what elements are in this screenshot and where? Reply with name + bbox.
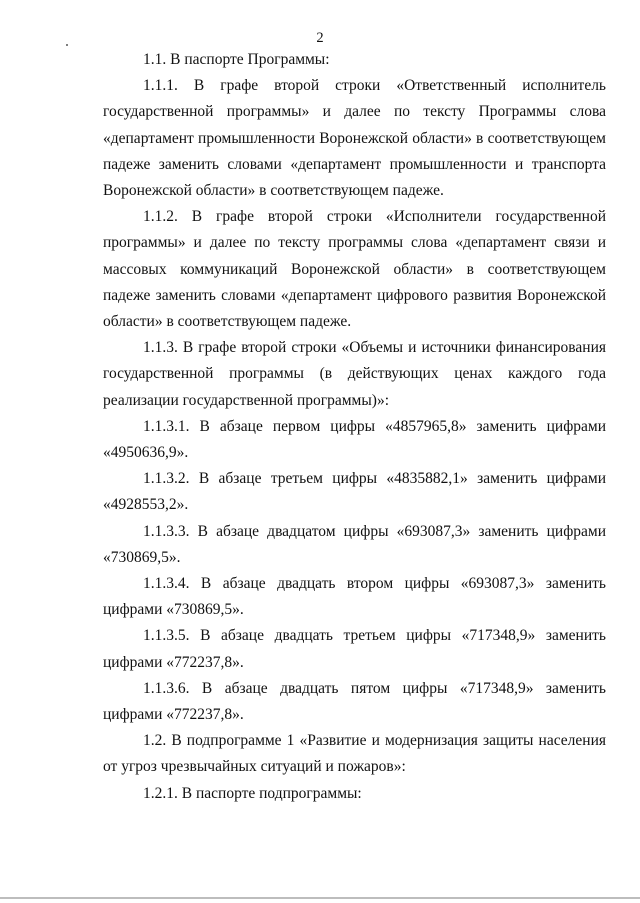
paragraph-1-2-1: 1.2.1. В паспорте подпрограммы: [143, 784, 362, 802]
paragraph-1-1: 1.1. В паспорте Программы: [143, 51, 330, 68]
paragraph-1-1-2: 1.1.2. В графе второй строки «Исполнители государственной программы» и далее по тексту программы слова «департамент связи и массовых коммуникаций Воронежской области» в соответствующем падеже заменить словами «департамент цифрового развития Воронежской области» в соответствующем падеже. [103, 208, 606, 331]
paragraph-1-1-3-5: 1.1.3.5. В абзаце двадцать третьем цифры «717348,9» заменить цифрами «772237,8». [103, 627, 606, 671]
paragraph-1-1-3: 1.1.3. В графе второй строки «Объемы и источники финансирования государственной программы (в действующих ценах каждого года реализации государственной программы)»: [103, 339, 606, 409]
paragraph-1-2: 1.2. В подпрограмме 1 «Развитие и модернизация защиты населения от угроз чрезвычайных ситуаций и пожаров»: [103, 732, 606, 776]
paragraph-1-1-3-6: 1.1.3.6. В абзаце двадцать пятом цифры «717348,9» заменить цифрами «772237,8». [103, 679, 606, 724]
paragraph-1-1-3-1: 1.1.3.1. В абзаце первом цифры «4857965,8» заменить цифрами «4950636,9». [103, 417, 606, 462]
page-number: 2 [316, 30, 324, 46]
scan-speck [66, 44, 68, 46]
paragraph-1-1-3-2: 1.1.3.2. В абзаце третьем цифры «4835882,1» заменить цифрами «4928553,2». [103, 470, 606, 514]
paragraph-1-1-1: 1.1.1. В графе второй строки «Ответственный исполнитель государственной программы» и далее по тексту Программы слова «департамент промышленности Воронежской области» в соответствующем падеже заменить словами «департамент промышленности и транспорта Воронежской области» в соответствующем падеже. [103, 77, 606, 200]
paragraph-1-1-3-3: 1.1.3.3. В абзаце двадцатом цифры «693087,3» заменить цифрами «730869,5». [103, 522, 606, 566]
paragraph-1-1-3-4: 1.1.3.4. В абзаце двадцать втором цифры «693087,3» заменить цифрами «730869,5». [103, 575, 606, 619]
page-bottom-edge [0, 897, 640, 899]
document-body [103, 47, 606, 807]
